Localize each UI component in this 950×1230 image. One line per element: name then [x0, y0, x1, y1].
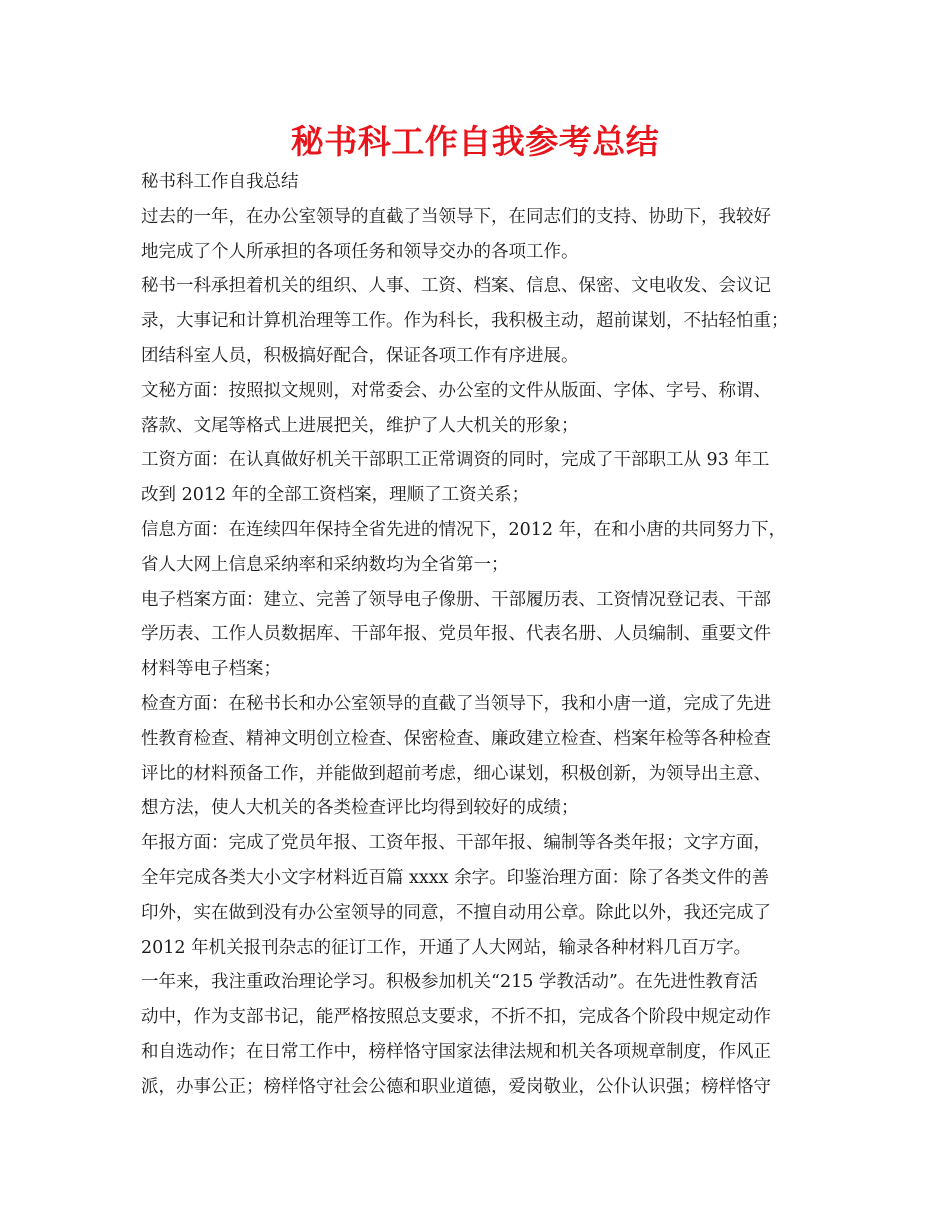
body-line: 地完成了个人所承担的各项任务和领导交办的各项工作。: [141, 241, 579, 262]
body-line: 派，办事公正；榜样恪守社会公德和职业道德，爱岗敬业，公仆认识强；榜样恪守: [141, 1076, 771, 1097]
body-line: 落款、文尾等格式上进展把关，维护了人大机关的形象；: [141, 415, 579, 436]
body-line: 团结科室人员，积极搞好配合，保证各项工作有序进展。: [141, 345, 579, 366]
body-line: 改到 2012 年的全部工资档案，理顺了工资关系；: [141, 485, 530, 506]
body-line: 2012 年机关报刊杂志的征订工作，开通了人大网站，输录各种材料几百万字。: [141, 937, 752, 958]
body-line: 全年完成各类大小文字材料近百篇 xxxx 余字。印鉴治理方面：除了各类文件的善: [141, 867, 770, 888]
body-line: 想方法，使人大机关的各类检查评比均得到较好的成绩；: [141, 798, 579, 819]
body-line: 性教育检查、精神文明创立检查、保密检查、廉政建立检查、档案年检等各种检查: [141, 728, 771, 749]
body-line: 工资方面：在认真做好机关干部职工正常调资的同时，完成了干部职工从 93 年工: [141, 450, 770, 471]
body-line: 材料等电子档案；: [141, 659, 281, 680]
document-title: 秘书科工作自我参考总结: [290, 122, 660, 161]
body-line: 动中，作为支部书记，能严格按照总支要求，不折不扣，完成各个阶段中规定动作: [141, 1007, 771, 1028]
body-line: 省人大网上信息采纳率和采纳数均为全省第一；: [141, 554, 509, 575]
body-line: 电子档案方面：建立、完善了领导电子像册、干部履历表、工资情况登记表、干部: [141, 589, 771, 610]
body-line: 录，大事记和计算机治理等工作。作为科长，我积极主动，超前谋划，不拈轻怕重；: [141, 311, 789, 332]
body-line: 检查方面：在秘书长和办公室领导的直截了当领导下，我和小唐一道，完成了先进: [141, 693, 771, 714]
body-line: 和自选动作；在日常工作中，榜样恪守国家法律法规和机关各项规章制度，作风正: [141, 1041, 771, 1062]
body-line: 学历表、工作人员数据库、干部年报、党员年报、代表名册、人员编制、重要文件: [141, 624, 771, 645]
body-line: 秘书一科承担着机关的组织、人事、工资、档案、信息、保密、文电收发、会议记: [141, 276, 771, 297]
body-line: 秘书科工作自我总结: [141, 172, 299, 192]
body-line: 文秘方面：按照拟文规则，对常委会、办公室的文件从版面、字体、字号、称谓、: [141, 380, 771, 401]
body-line: 一年来，我注重政治理论学习。积极参加机关“215 学教活动”。在先进性教育活: [141, 972, 758, 993]
body-line: 评比的材料预备工作，并能做到超前考虑，细心谋划，积极创新，为领导出主意、: [141, 763, 771, 784]
body-line: 年报方面：完成了党员年报、工资年报、干部年报、编制等各类年报；文字方面，: [141, 833, 771, 854]
document-body: [141, 165, 831, 1105]
body-line: 信息方面：在连续四年保持全省先进的情况下，2012 年，在和小唐的共同努力下，: [141, 519, 787, 540]
body-line: 过去的一年，在办公室领导的直截了当领导下，在同志们的支持、协助下，我较好: [141, 206, 771, 227]
body-line: 印外，实在做到没有办公室领导的同意，不擅自动用公章。除此以外，我还完成了: [141, 902, 771, 923]
